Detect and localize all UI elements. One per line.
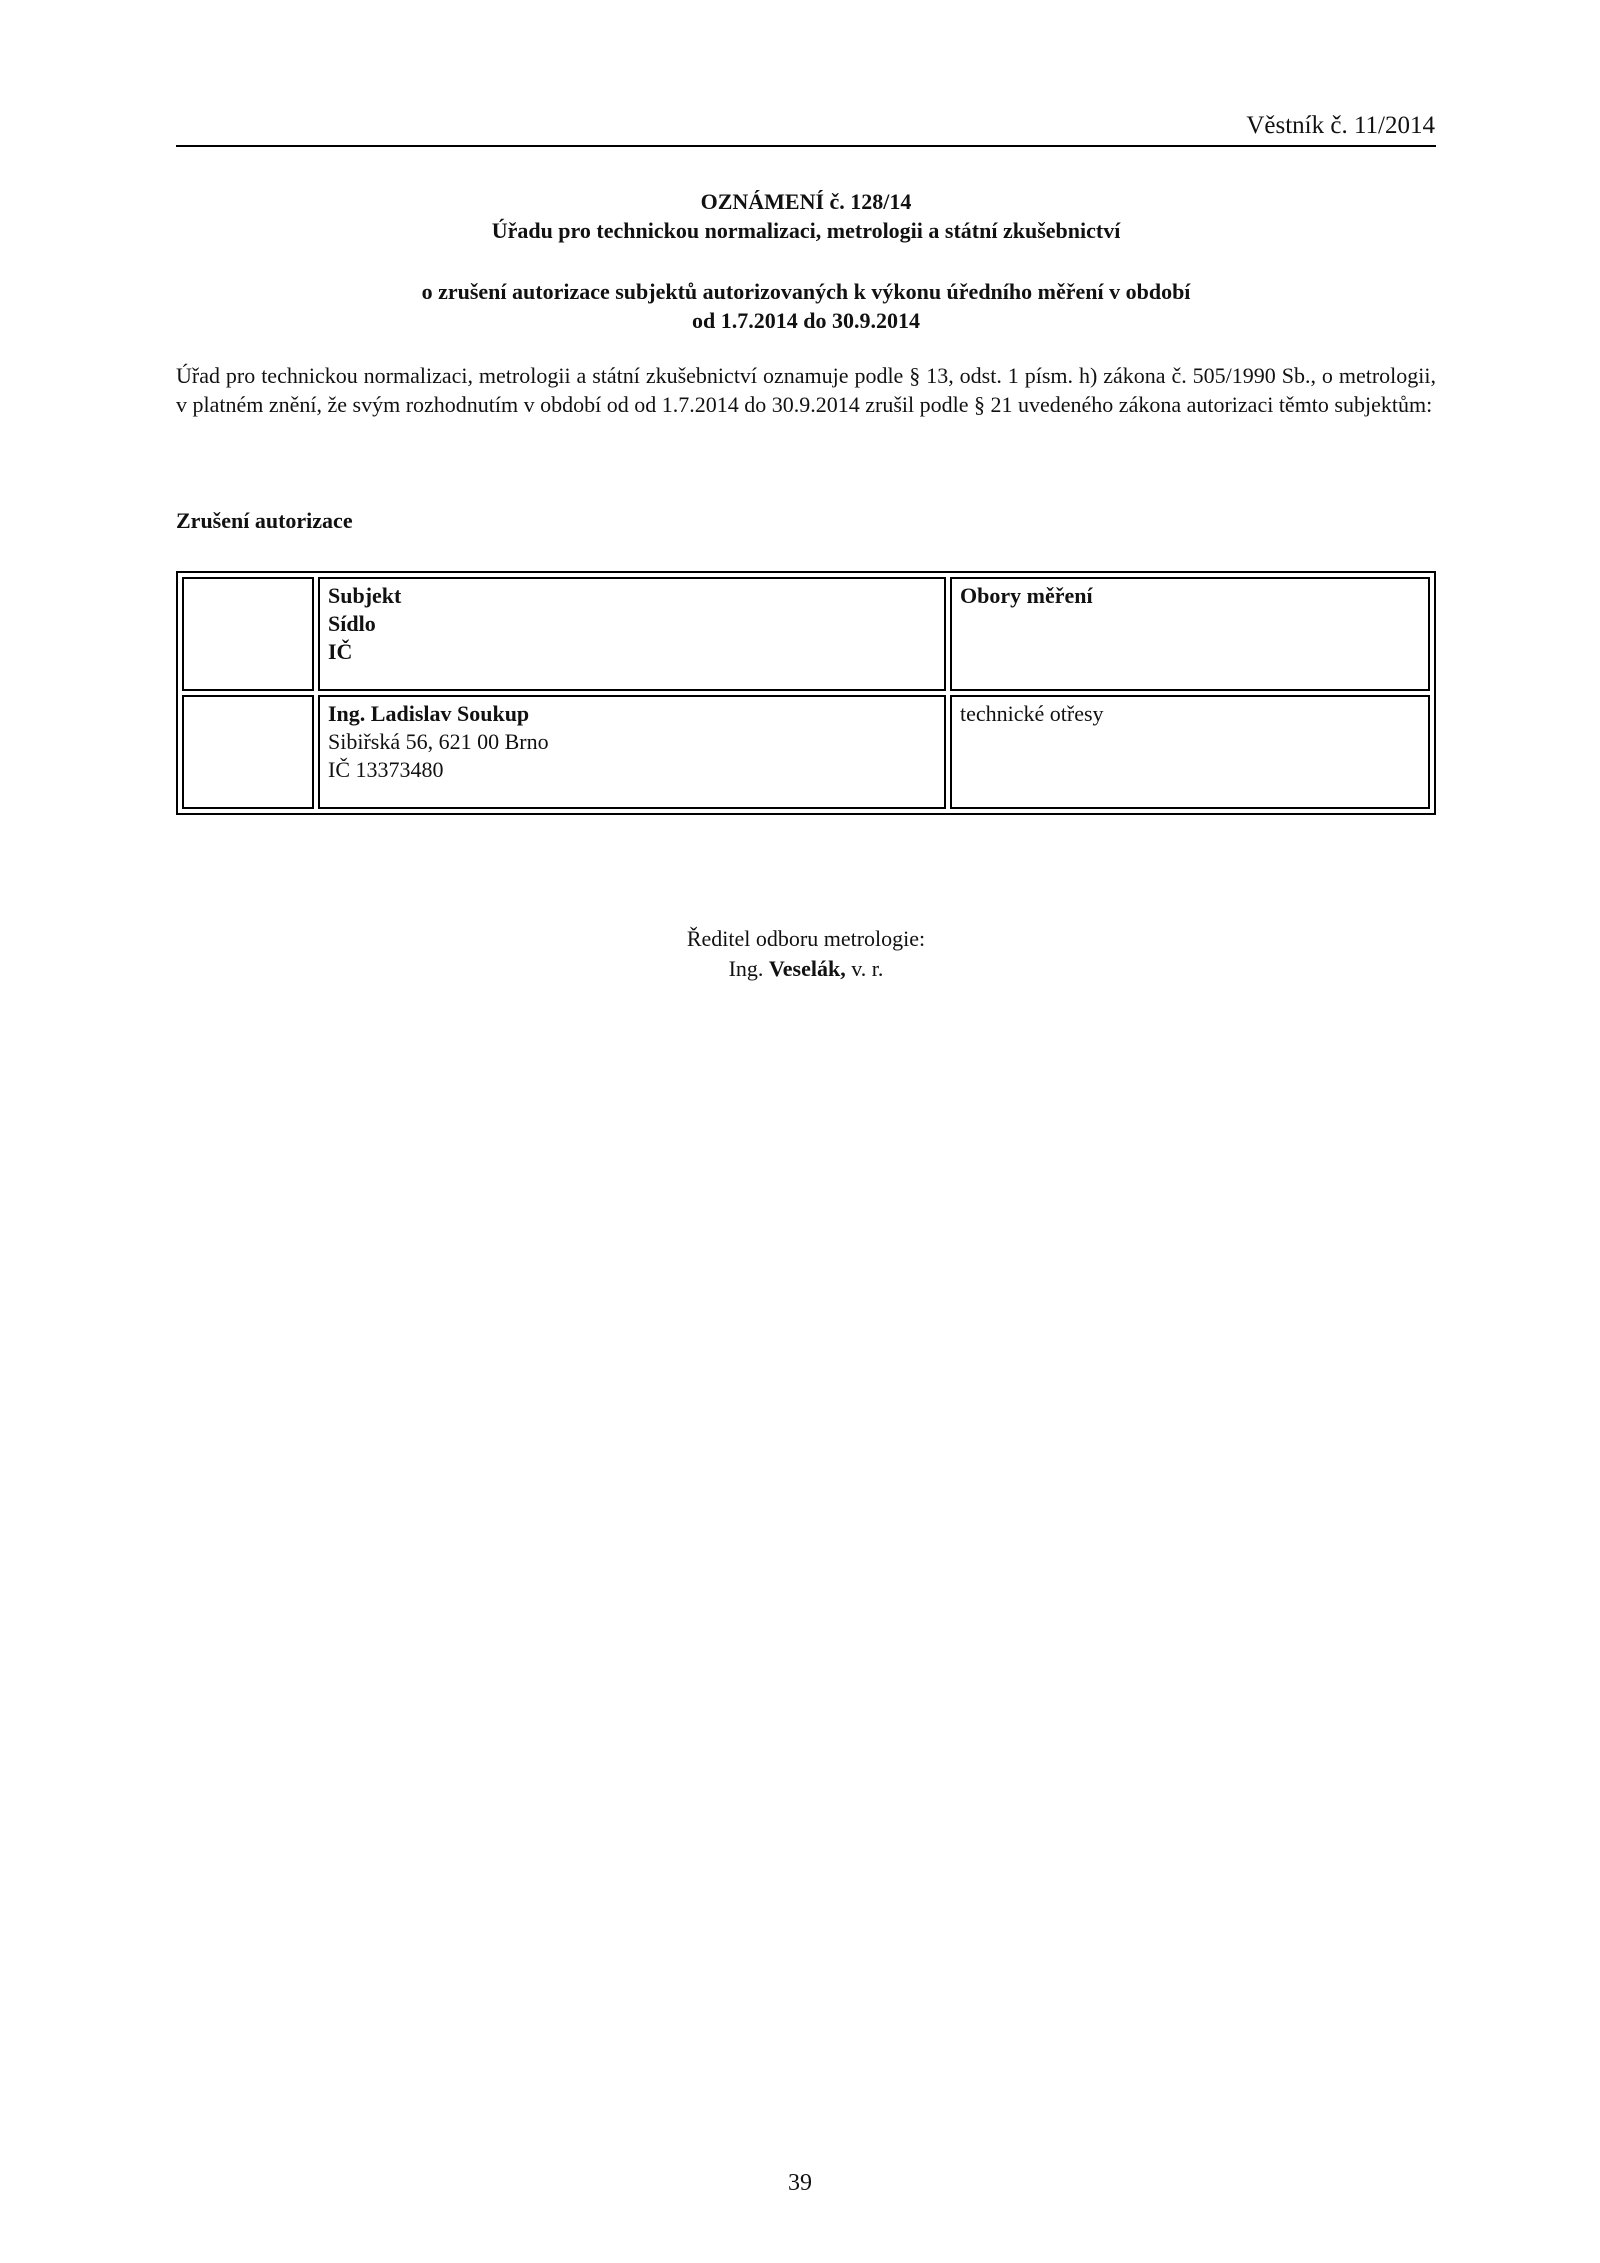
- intro-paragraph: Úřad pro technickou normalizaci, metrologii a státní zkušebnictví oznamuje podle § 13, odst. 1 písm. h) zákona č. 505/1990 Sb., o metrologii, v platném znění, že svým rozhodnutím v období od od 1.7.2014 do 30.9.2014 zrušil podle § 21 uvedeného zákona autorizaci těmto subjektům:: [176, 363, 1436, 417]
- subject-line-2: od 1.7.2014 do 30.9.2014: [692, 308, 920, 333]
- announcement-issuer: Úřadu pro technickou normalizaci, metrologii a státní zkušebnictví: [491, 218, 1121, 243]
- subject-name: Ing. Ladislav Soukup: [328, 701, 530, 726]
- journal-header: Věstník č. 11/2014: [1246, 112, 1435, 139]
- header-cell-number: [182, 577, 314, 691]
- header-fields-label: Obory měření: [960, 583, 1093, 608]
- section-title: Zrušení autorizace: [176, 508, 353, 533]
- header-cell-fields: [950, 577, 1430, 691]
- signature-role: Ředitel odboru metrologie:: [686, 926, 926, 951]
- signature-block: [176, 924, 1436, 984]
- announcement-number: OZNÁMENÍ č. 128/14: [700, 189, 912, 214]
- table-header-row: [182, 577, 1430, 691]
- signature-prefix: Ing.: [728, 956, 764, 981]
- table-row: [182, 695, 1430, 809]
- row-cell-fields: [950, 695, 1430, 809]
- authorization-table: [176, 571, 1436, 815]
- announcement-subject: [176, 277, 1436, 335]
- header-divider: [176, 145, 1436, 147]
- row-cell-number: [182, 695, 314, 809]
- signature-line: [729, 956, 884, 981]
- subject-ic: IČ 13373480: [328, 757, 444, 782]
- row-cell-subject: [318, 695, 946, 809]
- subject-line-1: o zrušení autorizace subjektů autorizovaných k výkonu úředního měření v období: [421, 279, 1191, 304]
- header-ic-label: IČ: [328, 639, 353, 664]
- header-seat-label: Sídlo: [328, 611, 376, 636]
- measurement-field: technické otřesy: [960, 701, 1104, 726]
- signature-name: Veselák,: [768, 956, 846, 981]
- header-cell-subject: [318, 577, 946, 691]
- signature-suffix: v. r.: [851, 956, 884, 981]
- announcement-title: [176, 187, 1436, 245]
- page-number: 39: [788, 2170, 812, 2196]
- subject-address: Sibiřská 56, 621 00 Brno: [328, 729, 549, 754]
- header-subject-label: Subjekt: [328, 583, 402, 608]
